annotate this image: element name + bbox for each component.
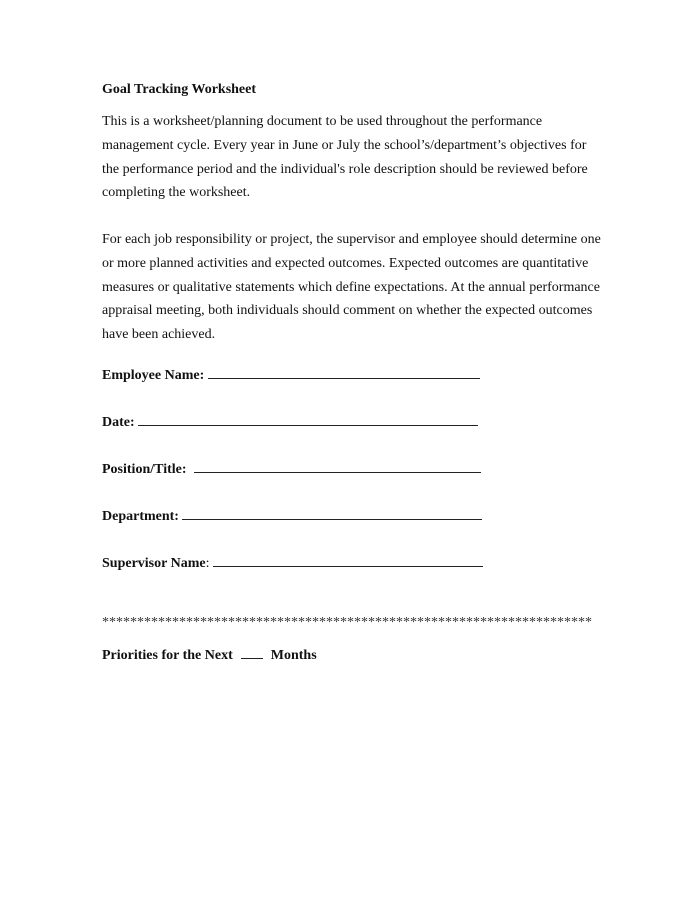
- employee-name-label: Employee Name:: [102, 368, 205, 383]
- priorities-suffix: Months: [270, 648, 317, 663]
- date-field: [102, 412, 478, 431]
- date-label: Date:: [102, 415, 135, 430]
- position-title-field: [102, 459, 481, 478]
- supervisor-name-field: [102, 553, 483, 572]
- separator-line: **********************************************************************: [102, 615, 592, 630]
- department-field: [102, 506, 482, 525]
- date-input[interactable]: [138, 412, 478, 426]
- department-input[interactable]: [182, 506, 482, 520]
- document-title: Goal Tracking Worksheet: [102, 82, 257, 97]
- priorities-prefix: Priorities for the Next: [102, 648, 233, 663]
- employee-name-field: [102, 365, 480, 384]
- employee-name-input[interactable]: [208, 365, 480, 379]
- instructions-paragraph: For each job responsibility or project, the supervisor and employee should determine one or more planned activities and expected outcomes. Expected outcomes are quantitative measures or qualitative statements which define expectations. At the annual performance appraisal meeting, both individuals should comment on whether the expected outcomes have been achieved.: [102, 232, 601, 343]
- supervisor-name-label: Supervisor Name: [102, 556, 206, 571]
- department-label: Department:: [102, 509, 179, 524]
- supervisor-name-input[interactable]: [213, 553, 483, 567]
- position-title-input[interactable]: [194, 459, 481, 473]
- intro-paragraph: This is a worksheet/planning document to be used throughout the performance management cycle. Every year in June or July the school’s/department’s objectives for the performance period and the individual's role description should be reviewed before completing the worksheet.: [102, 114, 588, 201]
- supervisor-name-colon: :: [205, 556, 210, 571]
- position-title-label: Position/Title:: [102, 462, 187, 477]
- priorities-heading: [102, 646, 317, 664]
- months-count-input[interactable]: [241, 646, 263, 659]
